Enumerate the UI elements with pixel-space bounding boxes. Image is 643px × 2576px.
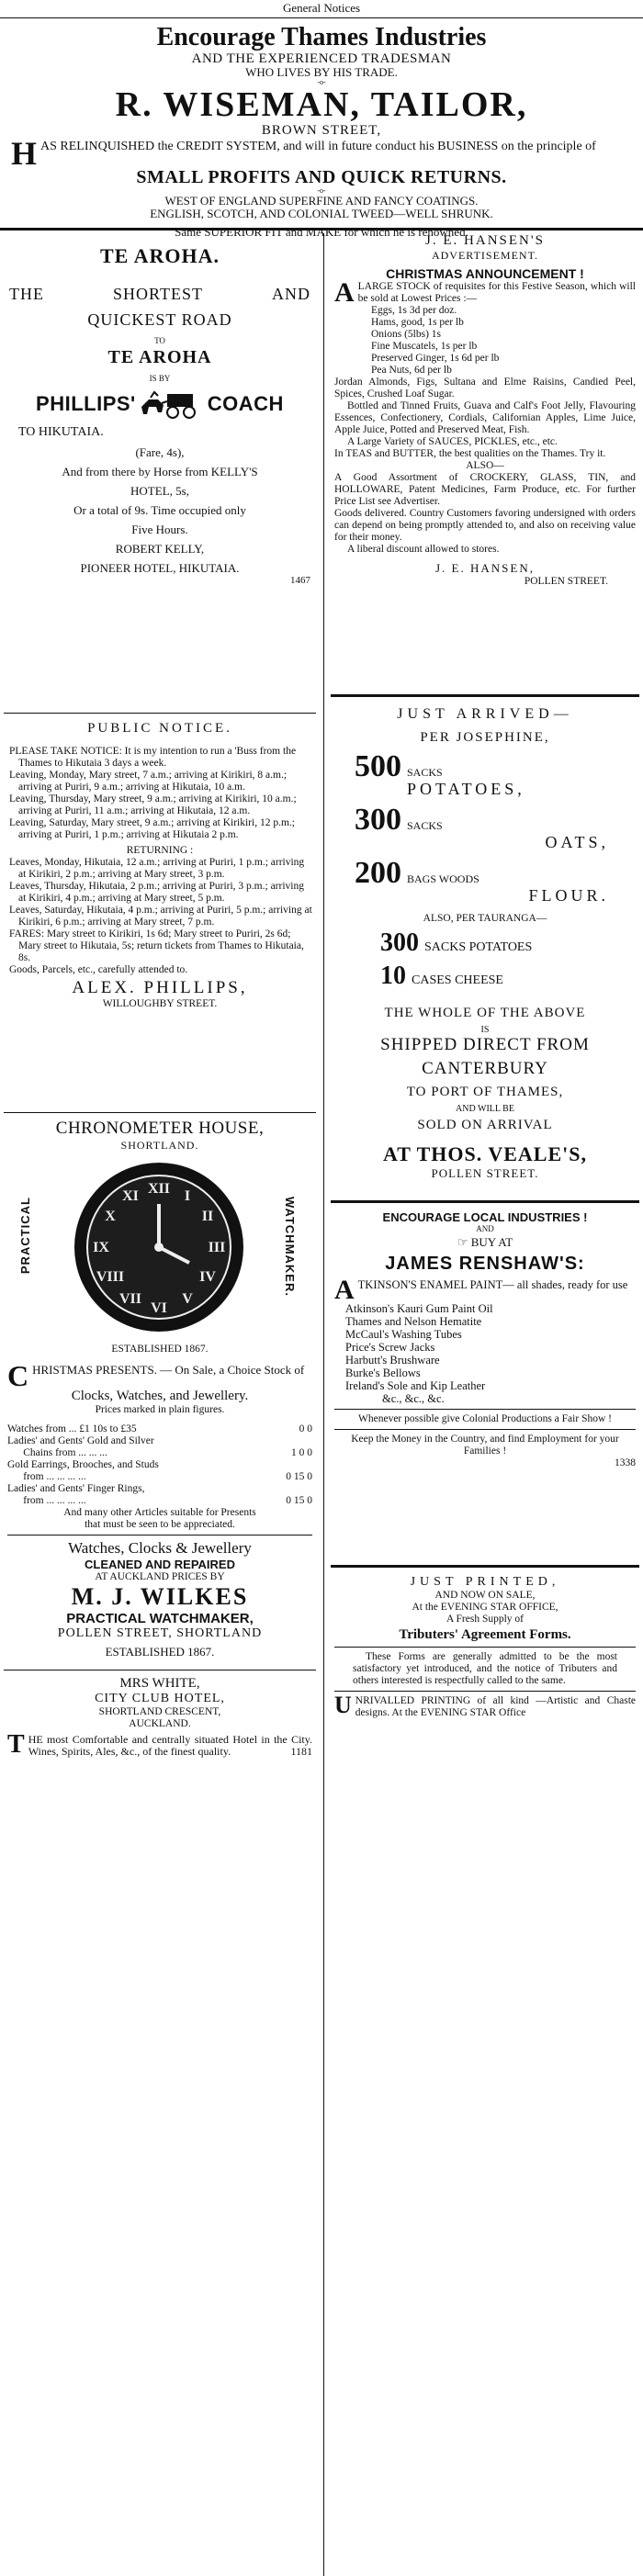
svg-text:III: III	[208, 1240, 226, 1255]
hansen-para: Bottled and Tinned Fruits, Guava and Calf's Foot Jelly, Flavouring Essences, Confectionery, Cordials, Californian Apples, Lime Juice, Apple Juice, Potted and Preserved Meat, Fish.	[334, 400, 636, 435]
divider	[4, 713, 316, 714]
price-list	[7, 1423, 312, 1507]
buy-at-text: BUY AT	[470, 1235, 513, 1249]
te-aroha-advert	[4, 244, 316, 713]
ad-number: 1338	[615, 1457, 636, 1468]
list-item: Atkinson's Kauri Gum Paint Oil	[345, 1302, 493, 1315]
return-list	[7, 857, 312, 976]
ad-number: 1181	[290, 1745, 312, 1758]
shipped-direct: SHIPPED DIRECT FROM	[380, 1035, 590, 1054]
list-item: Price's Screw Jacks	[345, 1341, 435, 1354]
price-label: Ladies' and Gents' Finger Rings,	[7, 1483, 145, 1494]
notice-line: PLEASE TAKE NOTICE: It is my intention to run a 'Buss from the Thames to Hikutaia 3 days a week.	[9, 746, 297, 769]
veale-name: AT THOS. VEALE'S,	[382, 1142, 587, 1165]
notice-line: FARES: Mary street to Kirikiri, 1s 6d; Mary street to Puriri, 2s 6d; Mary street to Hikutaia, 5s; return tickets from Thames to Hikutaia, 8s.	[9, 928, 304, 963]
page-header	[0, 0, 643, 18]
price-row	[7, 1459, 312, 1471]
page-header-title: General Notices	[282, 1, 361, 15]
and-will-be: AND WILL BE	[456, 1104, 514, 1114]
divider	[334, 1647, 636, 1648]
price-amount	[237, 1483, 312, 1495]
divider	[334, 1429, 636, 1430]
cargo-row	[334, 803, 636, 852]
chronometer-advert	[4, 1119, 316, 1670]
christmas-heading: CHRISTMAS ANNOUNCEMENT !	[386, 266, 584, 281]
price-label: Gold Earrings, Brooches, and Studs	[7, 1459, 159, 1470]
cargo-row	[334, 962, 636, 991]
wiseman-cloth-2: ENGLISH, SCOTCH, AND COLONIAL TWEED—WELL SHRUNK.	[150, 207, 493, 220]
cargo-text	[407, 766, 525, 799]
encourage-local: ENCOURAGE LOCAL INDUSTRIES !	[382, 1210, 588, 1224]
now-on-sale: AND NOW ON SALE,	[434, 1590, 536, 1601]
word-the: THE	[9, 285, 44, 303]
fresh-supply: A Fresh Supply of	[446, 1614, 525, 1625]
list-item: McCaul's Washing Tubes	[345, 1328, 462, 1341]
chronometer-title: CHRONOMETER HOUSE,	[55, 1119, 265, 1138]
chronometer-sub: SHORTLAND.	[120, 1139, 199, 1152]
practical-watchmaker: PRACTICAL WATCHMAKER,	[66, 1611, 254, 1626]
cargo-unit: SACKS	[407, 819, 443, 832]
practical-vertical: PRACTICAL	[18, 1197, 32, 1275]
wiseman-slogan: SMALL PROFITS AND QUICK RETURNS.	[136, 167, 507, 187]
cargo-qty: 200	[355, 856, 401, 890]
watchmaker-vertical: WATCHMAKER.	[283, 1197, 297, 1297]
cargo-word: FLOUR.	[528, 886, 609, 905]
cargo-text	[407, 872, 609, 906]
horse-line-1: And from there by Horse from KELLY'S	[62, 465, 258, 478]
public-notice	[4, 721, 316, 1112]
hansen-para: Jordan Almonds, Figs, Sultana and Elme Raisins, Candied Peel, Spices, Crushed Loaf Sugar.	[334, 377, 636, 399]
svg-text:II: II	[201, 1209, 214, 1224]
white-advert	[4, 1676, 316, 1758]
price-row	[7, 1435, 312, 1447]
kelly-name: ROBERT KELLY,	[115, 542, 205, 556]
clock-icon	[72, 1160, 246, 1334]
dropcap: T	[7, 1730, 25, 1759]
price-row	[7, 1483, 312, 1495]
word-shortest: SHORTEST	[113, 285, 203, 303]
svg-text:XII: XII	[147, 1181, 171, 1197]
tail-2: that must be seen to be appreciated.	[85, 1519, 235, 1530]
christmas-intro-text: HRISTMAS PRESENTS. — On Sale, a Choice Stock of	[32, 1363, 305, 1377]
hansen-street: POLLEN STREET.	[524, 576, 608, 587]
port-of-thames: TO PORT OF THAMES,	[406, 1085, 564, 1099]
total-line-2: Five Hours.	[131, 523, 188, 536]
cargo-row	[334, 856, 636, 906]
white-body-text: HE most Comfortable and centrally situated Hotel in the City. Wines, Spirits, Ales, &c., of the finest quality.	[28, 1733, 312, 1758]
renshaw-name: JAMES RENSHAW'S:	[385, 1254, 585, 1274]
outbound-list	[7, 746, 312, 841]
coach-left: PHILLIPS'	[36, 392, 136, 415]
sold-on-arrival: SOLD ON ARRIVAL	[417, 1118, 553, 1132]
price-label: Watches from ... £1 10s to £35	[7, 1423, 137, 1434]
also-tauranga: ALSO, PER TAURANGA—	[423, 913, 547, 924]
notice-line: Leaving, Monday, Mary street, 7 a.m.; arriving at Kirikiri, 8 a.m.; arriving at Puriri, 9 a.m.; arriving at Hikutaia, 10 a.m.	[9, 770, 288, 793]
hansen-para: A liberal discount allowed to stores.	[347, 544, 500, 555]
horse-line-2: HOTEL, 5s,	[130, 484, 189, 498]
whole-above: THE WHOLE OF THE ABOVE	[384, 1006, 586, 1020]
shortest-line	[4, 285, 316, 303]
at-office: At the EVENING STAR OFFICE,	[412, 1602, 558, 1613]
price-row	[7, 1447, 312, 1459]
svg-text:VI: VI	[151, 1300, 167, 1316]
cargo-row	[334, 749, 636, 799]
hansen-para: Goods delivered. Country Customers favoring undersigned with orders can depend on being promptly attended to, and also on receiving value for their money.	[334, 508, 636, 543]
white-city: AUCKLAND.	[129, 1718, 191, 1729]
price-row	[7, 1471, 312, 1483]
left-column	[4, 233, 316, 1758]
dropcap: A	[334, 277, 355, 308]
prices-note: Prices marked in plain figures.	[95, 1404, 225, 1415]
divider	[331, 1200, 639, 1203]
veale-street: POLLEN STREET.	[431, 1166, 539, 1180]
ad-number: 1467	[290, 575, 310, 586]
renshaw-para: Whenever possible give Colonial Productions a Fair Show !	[358, 1413, 612, 1424]
word-and: AND	[476, 1224, 494, 1233]
cargo-qty: 500	[355, 749, 401, 783]
cargo-word: OATS,	[545, 833, 609, 851]
cargo-text	[407, 819, 609, 852]
list-item: &c., &c., &c.	[382, 1392, 445, 1405]
wiseman-subhead-2: WHO LIVES BY HIS TRADE.	[245, 65, 398, 79]
price-label: from ... ... ... ...	[7, 1471, 86, 1482]
fare: (Fare, 4s),	[135, 445, 185, 459]
established-2: ESTABLISHED 1867.	[105, 1645, 215, 1659]
white-body	[7, 1730, 312, 1759]
hansen-title: J. E. HANSEN'S	[425, 233, 545, 248]
pioneer-hotel: PIONEER HOTEL, HIKUTAIA.	[80, 561, 240, 575]
forms-title: Tributers' Agreement Forms.	[399, 1627, 571, 1642]
quickest-road: QUICKEST ROAD	[87, 310, 232, 329]
clock-illustration	[7, 1160, 312, 1344]
dropcap: U	[334, 1692, 352, 1718]
wiseman-advert	[0, 20, 643, 239]
white-name: MRS WHITE,	[119, 1676, 200, 1691]
forms-body: These Forms are generally admitted to be the most satisfactory yet introduced, and the notice of Tributers and others interested is respectfully called to the same.	[353, 1651, 617, 1686]
cargo-word: POTATOES,	[407, 780, 525, 798]
hansen-para: A Good Assortment of CROCKERY, GLASS, TIN, and HOLLOWARE, Patent Medicines, Farm Produce, etc. For further Price List see Advertiser.	[334, 472, 636, 507]
section-divider	[0, 228, 643, 231]
list-item: Harbutt's Brushware	[345, 1354, 440, 1367]
returning-heading: RETURNING :	[126, 845, 194, 856]
dropcap: H	[11, 135, 38, 172]
hansen-para: A Large Variety of SAUCES, PICKLES, etc., etc.	[347, 436, 558, 447]
list-item: Eggs, 1s 3d per doz.	[371, 305, 457, 316]
price-label: from ... ... ... ...	[7, 1495, 86, 1506]
cargo-unit: BAGS WOODS	[407, 872, 479, 885]
svg-text:XI: XI	[122, 1188, 139, 1204]
coach-icon	[140, 388, 204, 420]
signature: ALEX. PHILLIPS,	[72, 978, 248, 997]
notice-line: Leaving, Thursday, Mary street, 9 a.m.; arriving at Kirikiri, 10 a.m.; arriving at Puriri, 11 a.m.; arriving at Hikutaia, 12 a.m.	[9, 793, 297, 816]
dropcap: A	[334, 1275, 355, 1305]
to-hikutaia: TO HIKUTAIA.	[18, 425, 104, 439]
svg-text:X: X	[105, 1209, 116, 1224]
list-item: Burke's Bellows	[345, 1367, 421, 1379]
clocks-line: Clocks, Watches, and Jewellery.	[71, 1389, 249, 1403]
wilkes-name: M. J. WILKES	[71, 1583, 249, 1610]
divider	[334, 1691, 636, 1692]
divider	[331, 1565, 639, 1568]
renshaw-intro-text: TKINSON'S ENAMEL PAINT— all shades, ready for use	[357, 1278, 628, 1291]
column-divider	[323, 233, 324, 2576]
list-item: Hams, good, 1s per lb	[371, 317, 464, 328]
list-item: Fine Muscatels, 1s per lb	[371, 341, 478, 352]
list-item: Thames and Nelson Hematite	[345, 1315, 482, 1328]
hansen-intro-text: LARGE STOCK of requisites for this Festive Season, which will be sold at Lowest Prices :—	[357, 281, 636, 304]
right-column	[331, 233, 639, 1719]
word-and: AND	[272, 285, 310, 303]
unrivalled	[334, 1692, 636, 1719]
list-item: Preserved Ginger, 1s 6d per lb	[371, 353, 500, 364]
hansen-signature: J. E. HANSEN,	[435, 561, 535, 575]
notice-line: Leaving, Saturday, Mary street, 9 a.m.; arriving at Kirikiri, 12 p.m.; arriving at Puriri, 1 p.m.; arriving at Hikutaia 2 p.m.	[9, 817, 295, 840]
repair-line-1: Watches, Clocks & Jewellery	[68, 1539, 252, 1557]
cargo-unit: SACKS	[407, 766, 443, 779]
notice-line: Leaves, Thursday, Hikutaia, 2 p.m.; arriving at Puriri, 3 p.m.; arriving at Kirikiri, 4 p.m.; arriving at Mary street, 5 p.m.	[9, 881, 304, 904]
wiseman-cloth-1: WEST OF ENGLAND SUPERFINE AND FANCY COATINGS.	[164, 194, 479, 208]
buy-at	[334, 1235, 636, 1250]
ornament: -o-	[317, 78, 326, 86]
svg-text:I: I	[184, 1188, 191, 1204]
divider	[4, 1112, 316, 1113]
wiseman-body	[0, 135, 643, 172]
veale-advert	[331, 706, 639, 1200]
hansen-also: ALSO—	[466, 460, 504, 471]
canterbury: CANTERBURY	[422, 1059, 548, 1078]
price-amount	[237, 1459, 312, 1471]
wiseman-fit: Same SUPERIOR FIT and MAKE for which he is renowned.	[175, 225, 468, 239]
coach-banner	[4, 388, 316, 420]
cargo-qty: 10	[380, 962, 406, 990]
cargo-text: SACKS POTATOES	[424, 940, 533, 954]
word-is-by: IS BY	[149, 374, 171, 383]
cargo-qty: 300	[355, 803, 401, 837]
svg-text:IV: IV	[199, 1269, 216, 1285]
coach-right: COACH	[207, 392, 284, 415]
renshaw-intro	[334, 1275, 636, 1305]
printed-advert	[331, 1575, 639, 1719]
renshaw-para: Keep the Money in the Country, and find Employment for your Families !	[351, 1434, 619, 1457]
hansen-para: In TEAS and BUTTER, the best qualities on the Thames. Try it.	[334, 448, 606, 459]
just-printed: JUST PRINTED,	[410, 1575, 560, 1589]
wiseman-body-text: AS RELINQUISHED the CREDIT SYSTEM, and will in future conduct his BUSINESS on the principle of	[40, 140, 596, 153]
price-amount: 1 0 0	[291, 1447, 312, 1458]
price-amount: 0 15 0	[286, 1471, 312, 1482]
white-hotel: CITY CLUB HOTEL,	[95, 1692, 225, 1705]
renshaw-item-list	[334, 1302, 636, 1405]
price-label: Ladies' and Gents' Gold and Silver	[7, 1435, 154, 1446]
just-arrived: JUST ARRIVED—	[397, 706, 573, 722]
price-amount: 0 15 0	[286, 1495, 312, 1506]
list-item: Onions (5lbs) 1s	[371, 329, 442, 340]
cargo-qty: 300	[380, 928, 419, 957]
white-crescent: SHORTLAND CRESCENT,	[98, 1706, 221, 1717]
established: ESTABLISHED 1867.	[111, 1344, 209, 1355]
pointing-hand-icon: ☞	[457, 1235, 471, 1249]
dropcap: C	[7, 1359, 29, 1392]
per-josephine: PER JOSEPHINE,	[420, 730, 550, 745]
christmas-intro	[7, 1359, 312, 1392]
ornament: -o-	[317, 186, 326, 195]
word-is: IS	[480, 1025, 490, 1035]
divider	[334, 1409, 636, 1410]
notice-line: Leaves, Saturday, Hikutaia, 4 p.m.; arriving at Puriri, 5 p.m.; arriving at Kirikiri, 6 p.m.; arriving at Mary street, 7 p.m.	[9, 905, 312, 928]
list-item: Ireland's Sole and Kip Leather	[345, 1379, 486, 1392]
svg-text:VII: VII	[118, 1291, 142, 1307]
total-line-1: Or a total of 9s. Time occupied only	[73, 503, 246, 517]
notice-line: Leaves, Monday, Hikutaia, 12 a.m.; arriving at Puriri, 1 p.m.; arriving at Kirikiri, 2 p.m.; arriving at Mary street, 3 p.m.	[9, 857, 305, 880]
price-amount	[237, 1435, 312, 1447]
public-notice-title: PUBLIC NOTICE.	[87, 721, 232, 736]
wiseman-subhead: AND THE EXPERIENCED TRADESMAN	[191, 51, 452, 66]
te-aroha-title: TE AROHA.	[99, 244, 220, 267]
signature-street: WILLOUGHBY STREET.	[102, 998, 218, 1009]
cargo-text: CASES CHEESE	[412, 973, 503, 987]
repair-line-2: CLEANED AND REPAIRED	[85, 1558, 235, 1571]
svg-text:VIII: VIII	[96, 1269, 125, 1285]
price-label: Chains from ... ... ...	[7, 1447, 107, 1458]
divider	[331, 694, 639, 697]
hansen-intro	[334, 277, 636, 308]
price-amount: 0 0	[299, 1423, 312, 1434]
clock-svg	[72, 1160, 246, 1334]
repair-line-3: AT AUCKLAND PRICES BY	[95, 1571, 225, 1582]
price-row	[7, 1423, 312, 1435]
wiseman-headline: Encourage Thames Industries	[156, 23, 487, 51]
destination: TE AROHA	[107, 347, 212, 367]
word-to: TO	[154, 336, 165, 345]
svg-text:IX: IX	[93, 1240, 109, 1255]
tail-1: And many other Articles suitable for Presents	[63, 1507, 256, 1518]
cargo-row	[334, 928, 636, 958]
hansen-advert	[331, 233, 639, 694]
wiseman-street: BROWN STREET,	[261, 123, 382, 138]
pollen-street: POLLEN STREET, SHORTLAND	[57, 1626, 263, 1640]
list-item: Pea Nuts, 6d per lb	[371, 365, 452, 376]
notice-line: Goods, Parcels, etc., carefully attended to.	[9, 964, 188, 975]
hansen-item-list	[334, 305, 636, 377]
wiseman-name: R. WISEMAN, TAILOR,	[115, 85, 528, 124]
hansen-sub: ADVERTISEMENT.	[431, 249, 539, 262]
unrivalled-text: NRIVALLED PRINTING of all kind —Artistic and Chaste designs. At the EVENING STAR Office	[355, 1695, 636, 1718]
renshaw-advert	[331, 1210, 639, 1565]
price-row	[7, 1495, 312, 1507]
svg-text:V: V	[182, 1291, 193, 1307]
